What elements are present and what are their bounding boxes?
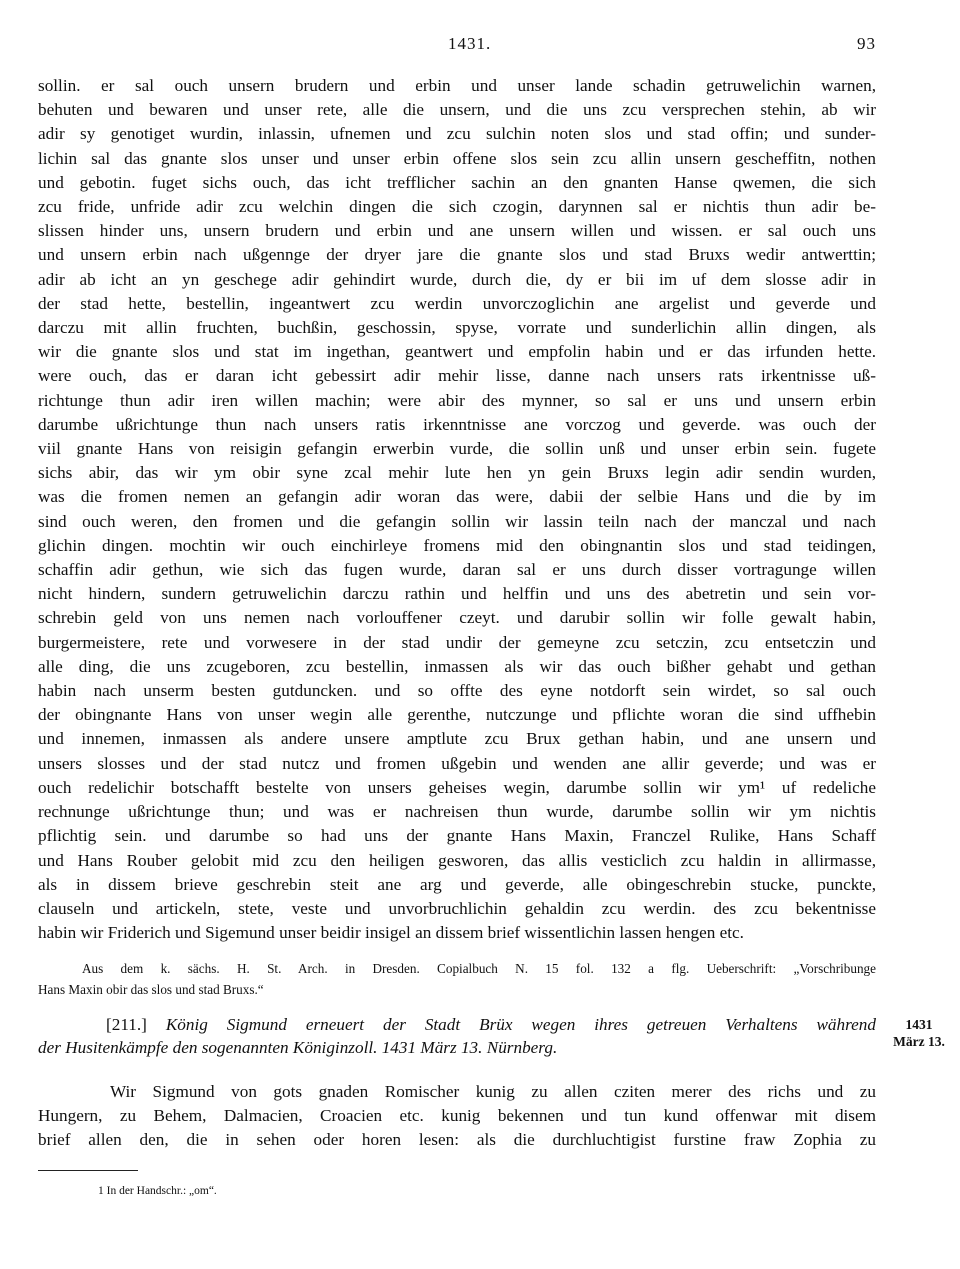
text-line: sollin. er sal ouch unsern brudern und erbin und unser lande schadin getruwelichin warnen, xyxy=(38,76,876,95)
text-line: schrebin geld von uns nemen nach vorlouffener czeyt. und darubir sollin wir folle gewalt habin, xyxy=(38,608,876,628)
source-note xyxy=(38,958,876,1000)
margin-date-day: März 13. xyxy=(893,1034,945,1049)
text-line: slissen hinder uns, unsern brudern und erbin und ane unsern willen und wissen. er sal ouch uns xyxy=(38,221,876,241)
text-line: rechnunge ußrichtunge thun; und was er nachreisen thun wurde, darumbe sollin wir ym nichtis xyxy=(38,802,876,822)
margin-date-year: 1431 xyxy=(905,1017,933,1032)
text-line: sind ouch weren, den fromen und die gefangin sollin wir lassin teiln nach der manczal und nach xyxy=(38,511,876,531)
document-number: [211.] xyxy=(106,1015,147,1034)
text-line: behuten und bewaren und unser rete, alle die unsern, und die uns zcu versprechen stehin, ab wir xyxy=(38,100,876,120)
document-body-line: brief allen den, die in sehen oder horen lesen: als die durchluchtigist furstine fraw Zophia zu xyxy=(38,1130,876,1149)
text-line: was die fromen nemen an gefangin adir woran das were, dabii der selbie Hans und die by im xyxy=(38,487,876,507)
document-heading xyxy=(38,1013,876,1059)
text-line: und Hans Rouber gelobit mid zcu den heiligen gesworen, das allis vesticlich zcu haldin in allirmasse, xyxy=(38,850,876,870)
text-line: adir sy genotiget wurdin, inlassin, ufnemen und zcu sulchin noten slos und stad offin; und sunder- xyxy=(38,124,876,144)
text-line: habin nach unserm besten gutduncken. und so offte des eyne notdorft sein wirdet, so sal ouch xyxy=(38,681,876,701)
text-line: lichin sal das gnante slos unser und unser erbin offene slos sein zcu allin unsern gescheffitn, nothen xyxy=(38,148,876,168)
footnote-divider xyxy=(38,1170,138,1171)
text-line: richtunge thun adir iren willen machin; were abir des mynner, so sal er uns und unsern erbin xyxy=(38,390,876,410)
source-note-line: Hans Maxin obir das slos und stad Bruxs.“ xyxy=(38,982,264,997)
text-line: schaffin adir gethun, wie sich das fugen wurde, daran sal er uns durch disser vortragunge willen xyxy=(38,560,876,580)
text-line: und unsern erbin nach ußgennge der dryer jare die gnante slos und stad Bruxs wedir antwerttin; xyxy=(38,245,876,265)
document-body xyxy=(38,1080,876,1152)
document-body-line: Wir Sigmund von gots gnaden Romischer kunig zu allen cziten merer des richs und zu xyxy=(110,1082,876,1101)
text-line: sichs abir, das wir ym obir syne zcal mehir lute hen yn gein Bruxs legin adir sendin wurden, xyxy=(38,463,876,483)
document-title-part-2: der Husitenkämpfe den sogenannten Königinzoll. 1431 März 13. Nürnberg. xyxy=(38,1038,558,1057)
text-line: alle ding, die uns zcugeboren, zcu bestellin, inmassen als wir das ouch bißher gehabt und gethan xyxy=(38,656,876,676)
footnote: 1 In der Handschr.: „om“. xyxy=(98,1185,217,1197)
text-line: ouch redelichir botschafft bestelte von unsers geheises wegin, darumbe sollin wir ym¹ uf redeliche xyxy=(38,777,876,797)
text-line: were ouch, das er daran icht gebessirt adir mehir lisse, danne nach unsers rats irkentnisse uß- xyxy=(38,366,876,386)
running-header-year: 1431. xyxy=(448,34,492,53)
text-line: burgermeistere, rete und vorwesere in der stad undir der gemeyne zcu setczin, zcu entsetczin und xyxy=(38,632,876,652)
text-line: pflichtig sein. und darumbe so had uns der gnante Hans Maxin, Franczel Rulike, Hans Schaff xyxy=(38,826,876,846)
text-line: glichin dingen. mochtin wir ouch einchirleye fromens mid den obingnantin slos und stad teidingen, xyxy=(38,535,876,555)
text-line: der obingnante Hans von unser wegin alle gerenthe, nutczunge und pflichte woran die sind uffhebin xyxy=(38,705,876,725)
page-header xyxy=(38,34,876,58)
text-line: adir ab icht an yn geschege adir gehindirt wurde, durch die, dy er bii im uf dem slosse adir in xyxy=(38,269,876,289)
source-note-line: Aus dem k. sächs. H. St. Arch. in Dresden. Copialbuch N. 15 fol. 132 a flg. Ueberschrift: „Vorschribunge xyxy=(82,961,876,976)
text-line: wir die gnante slos und stat im ingethan, geantwert und empfolin habin und er das irfunden hette. xyxy=(38,342,876,362)
main-text-block xyxy=(38,74,876,945)
text-line: darczu mit allin fruchten, buchßin, geschossin, spyse, vorrate und sunderlichin allin dingen, als xyxy=(38,318,876,338)
document-title-part-1: König Sigmund erneuert der Stadt Brüx wegen ihres getreuen Verhaltens während xyxy=(165,1015,876,1034)
text-line: zcu fride, unfride adir zcu welchin dingen die sich czogin, darynnen sal er nichtis thun adir be- xyxy=(38,197,876,217)
text-line: viil gnante Hans von reisigin gefangin erwerbin vurde, die sollin unß und unser erbin sein. fugete xyxy=(38,439,876,459)
text-line: unsers slosses und der stad nutcz und fromen ußgebin und wenden ane allir geverde; und was er xyxy=(38,753,876,773)
margin-date xyxy=(886,1016,952,1050)
text-line: darumbe ußrichtunge thun nach unsers ratis irkenntnisse ane vorczog und geverde. was ouch der xyxy=(38,414,876,434)
document-body-line: Hungern, zu Behem, Dalmacien, Croacien etc. kunig bekennen und tun kund offenwar mit disem xyxy=(38,1106,876,1125)
text-line: und innemen, inmassen als andere unsere amptlute zcu Brux gethan habin, und ane unsern und xyxy=(38,729,876,749)
document-heading-line-1 xyxy=(38,1013,876,1036)
page-number: 93 xyxy=(857,34,876,53)
text-line: und gebotin. fuget sichs ouch, das icht trefflicher sachin an den gnanten Hanse qwemen, die sich xyxy=(38,172,876,192)
text-line: als in dissem brieve geschrebin steit ane arg und geverde, alle obingeschrebin stucke, punckte, xyxy=(38,874,876,894)
text-line: clauseln und artickeln, stete, veste und unvorbruchlichin gehaldin zcu werdin. des zcu bekentnisse xyxy=(38,898,876,918)
text-line: habin wir Friderich und Sigemund unser beidir insigel an dissem brief wissentlichin lassen hengen etc. xyxy=(38,923,744,943)
text-line: der stad hette, bestellin, ingeantwert zcu werdin unvorczoglichin ane argelist und geverde und xyxy=(38,293,876,313)
text-line: nicht hindern, sundern getruwelichin darczu rathin und helffin und uns des abetretin und sein vor- xyxy=(38,584,876,604)
